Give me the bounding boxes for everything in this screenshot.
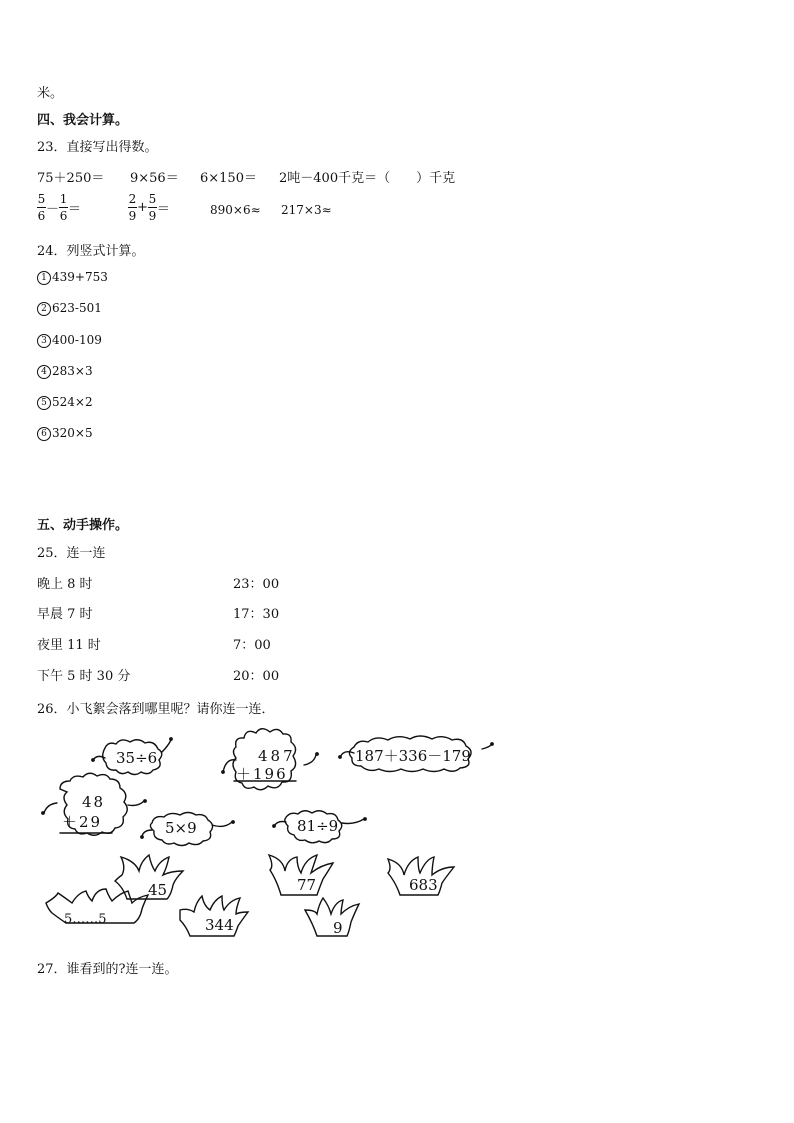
- q24-expr: 439+753: [52, 270, 108, 284]
- section-4-title: 四、我会计算。: [37, 113, 129, 128]
- seed-text: 5×9: [165, 819, 197, 837]
- operator: －: [46, 202, 60, 217]
- grass-text: 683: [409, 876, 438, 894]
- q24-item: [37, 426, 93, 441]
- section-5-title: 五、动手操作。: [37, 518, 129, 533]
- grass-text: 77: [297, 876, 317, 894]
- q24-item: [37, 301, 102, 316]
- fraction-b: [148, 192, 157, 223]
- q24-item: [37, 270, 108, 285]
- q23-item-2: 9×56＝: [130, 171, 179, 186]
- circled-number: 2: [37, 302, 51, 316]
- q25-right-item[interactable]: 23：00: [233, 577, 280, 592]
- q23-item-3: 6×150＝: [200, 171, 257, 186]
- circled-number: 3: [37, 334, 51, 348]
- q25-right-item[interactable]: 20：00: [233, 669, 280, 684]
- numerator: 5: [37, 192, 46, 206]
- q24-item: [37, 364, 93, 379]
- q24-expr: 623-501: [52, 301, 102, 315]
- numerator: 5: [148, 192, 157, 206]
- q24-item: [37, 333, 102, 348]
- seed-text: ＋196: [236, 765, 288, 783]
- grass-text: 344: [205, 916, 234, 934]
- q24-expr: 320×5: [52, 426, 93, 440]
- equals: ＝: [68, 202, 82, 217]
- q23-prompt: 23．直接写出得数。: [37, 140, 158, 155]
- seed-text: 187＋336－179: [355, 747, 471, 765]
- circled-number: 1: [37, 271, 51, 285]
- q25-left-item[interactable]: 夜里 11 时: [37, 638, 101, 653]
- grass-text: 5……5: [64, 912, 107, 927]
- seed-text: 487: [258, 747, 296, 765]
- fraction-a: [128, 192, 137, 223]
- grass-text: 45: [148, 881, 168, 899]
- q26-illustration: [0, 725, 520, 950]
- circled-number: 4: [37, 365, 51, 379]
- operator: +: [137, 200, 148, 215]
- q24-expr: 283×3: [52, 364, 93, 378]
- q24-expr: 400-109: [52, 333, 102, 347]
- circled-number: 6: [37, 427, 51, 441]
- q23-estimate-2: 217×3≈: [281, 203, 332, 217]
- top-text: 米。: [37, 86, 64, 101]
- denominator: 6: [37, 209, 46, 223]
- seed-text: 35÷6: [116, 749, 158, 767]
- numerator: 1: [59, 192, 68, 206]
- q24-item: [37, 395, 93, 410]
- q24-prompt: 24．列竖式计算。: [37, 244, 145, 259]
- q23-item-1: 75＋250＝: [37, 171, 105, 186]
- circled-number: 5: [37, 396, 51, 410]
- denominator: 9: [128, 209, 137, 223]
- q25-left-item[interactable]: 晚上 8 时: [37, 577, 93, 592]
- fraction-b: [59, 192, 68, 223]
- q25-left-item[interactable]: 下午 5 时 30 分: [37, 669, 131, 684]
- seed-text: 81÷9: [297, 817, 339, 835]
- q23-fraction-expr-2: [128, 192, 170, 223]
- q27-prompt: 27．谁看到的?连一连。: [37, 962, 178, 977]
- q25-left-item[interactable]: 早晨 7 时: [37, 607, 93, 622]
- q25-right-item[interactable]: 17：30: [233, 607, 280, 622]
- q25-prompt: 25．连一连: [37, 546, 106, 561]
- q23-item-4: 2吨－400千克＝（ ）千克: [279, 171, 456, 186]
- q25-right-item[interactable]: 7：00: [233, 638, 271, 653]
- grass-text: 9: [333, 919, 343, 937]
- q23-estimate-1: 890×6≈: [210, 203, 261, 217]
- grass-9[interactable]: [305, 898, 359, 936]
- seed-text: 48: [82, 793, 106, 811]
- fraction-a: [37, 192, 46, 223]
- seed-text: ＋29: [62, 813, 103, 831]
- denominator: 9: [148, 209, 157, 223]
- q24-expr: 524×2: [52, 395, 93, 409]
- numerator: 2: [128, 192, 137, 206]
- q26-prompt: 26．小飞絮会落到哪里呢？请你连一连．: [37, 702, 275, 717]
- denominator: 6: [59, 209, 68, 223]
- q23-fraction-expr-1: [37, 192, 81, 223]
- equals: ＝: [156, 202, 170, 217]
